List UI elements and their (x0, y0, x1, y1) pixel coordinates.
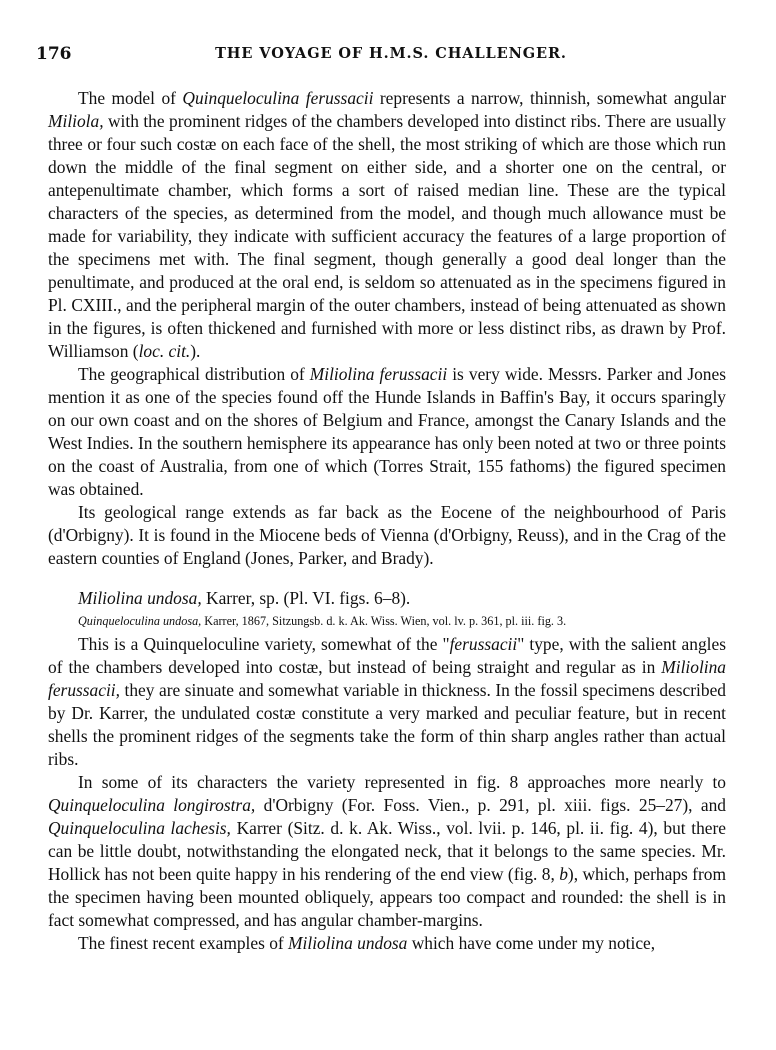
text-run: This is a Quinqueloculine variety, somewhat of the " (78, 634, 450, 654)
text-run: Karrer (Sitz. d. k. Ak. Wiss., vol. lvii. p. 146, pl. ii. fig. 4), but there can be little doubt, notwithstanding the elongated neck, that it belongs to the same species. Mr. Hollick has not been quite happy in his rendering of the end view (fig. 8, (48, 818, 726, 884)
species-authority: Karrer, sp. (Pl. VI. figs. 6–8). (201, 588, 411, 608)
species-name: Miliolina undosa, (78, 588, 202, 608)
paragraph-characters (48, 771, 726, 932)
text-run: is very wide. Messrs. Parker and Jones mention it as one of the species found off the Hunde Islands in Baffin's Bay, it occurs sparingly on our own coast and on the shores of Belgium and France, amongst the Canary Islands and the West Indies. In the southern hemisphere its appearance has only been noted at two or three points on the coast of Australia, from one of which (Torres Strait, 155 fathoms) the figured specimen was obtained. (48, 364, 726, 499)
text-run: The finest recent examples of (78, 933, 289, 953)
italic-taxon: Quinqueloculina lachesis, (48, 818, 231, 838)
synonym-reference: Karrer, 1867, Sitzungsb. d. k. Ak. Wiss. Wien, vol. lv. p. 361, pl. iii. fig. 3. (201, 614, 567, 628)
text-run: The geographical distribution of (78, 364, 310, 384)
page-header (36, 44, 746, 68)
body-text (48, 87, 726, 955)
paragraph-geological-range (48, 501, 726, 570)
paragraph-variety-description (48, 633, 726, 771)
italic-reference: loc. cit. (138, 341, 191, 361)
page-number: 176 (36, 44, 72, 64)
text-run: d'Orbigny (For. Foss. Vien., p. 291, pl. xiii. figs. 25–27), and (255, 795, 726, 815)
italic-taxon: Miliolina undosa (288, 933, 408, 953)
paragraph-distribution (48, 363, 726, 501)
text-run: In some of its characters the variety represented in fig. 8 approaches more nearly to (78, 772, 726, 792)
italic-taxon: Miliolina ferussacii, (48, 657, 726, 700)
italic-taxon: ferussacii (449, 634, 518, 654)
italic-figure-letter: b (559, 864, 568, 884)
italic-taxon: Quinqueloculina ferussacii (182, 88, 374, 108)
synonym-name: Quinqueloculina undosa, (78, 614, 202, 628)
text-run: The model of (78, 88, 183, 108)
text-run: ). (190, 341, 201, 361)
text-run: with the prominent ridges of the chambers developed into distinct ribs. There are usually three or four such costæ on each face of the shell, the most striking of which are those which run down the middle of the final segment on either side, and a shorter one on the central, or antepenultimate chamber, which forms a sort of raised median line. These are the typical characters of the species, as determined from the model, and though much allowance must be made for variability, they indicate with sufficient accuracy the features of a large proportion of the specimens met with. The final segment, though generally a good deal longer than the penultimate, and produced at the oral end, is seldom so attenuated as in the specimens figured in Pl. CXIII., and the peripheral margin of the outer chambers, instead of being attenuated as shown in the figures, is often thickened and furnished with more or less distinct ribs, as drawn by Prof. Williamson ( (48, 111, 726, 361)
synonym-citation (48, 610, 726, 633)
text-run: Its geological range extends as far back as the Eocene of the neighbourhood of Paris (d'Orbigny). It is found in the Miocene beds of Vienna (d'Orbigny, Reuss), and in the Crag of the eastern counties of England (Jones, Parker, and Brady). (48, 502, 726, 568)
paragraph-finest-examples (48, 932, 726, 955)
paragraph-model-description (48, 87, 726, 363)
running-head: THE VOYAGE OF H.M.S. CHALLENGER. (215, 45, 567, 62)
text-run: " type, with the salient angles of the chambers developed into costæ, but instead of being straight and regular as in (48, 634, 726, 677)
species-heading (48, 587, 726, 610)
italic-taxon: Miliola, (48, 111, 104, 131)
italic-taxon: Quinqueloculina longirostra, (48, 795, 256, 815)
section-gap (48, 570, 726, 587)
text-run: represents a narrow, thinnish, somewhat angular (373, 88, 726, 108)
text-run: ), which, perhaps from the specimen having been mounted obliquely, appears too compact and rounded: the shell is in fact somewhat compressed, and has angular chamber-margins. (48, 864, 726, 930)
text-run: which have come under my notice, (407, 933, 656, 953)
italic-taxon: Miliolina ferussacii (309, 364, 448, 384)
text-run: they are sinuate and somewhat variable in thickness. In the fossil specimens described by Dr. Karrer, the undulated costæ constitute a very marked and peculiar feature, but in recent shells the prominent ridges of the segments take the form of thin sharp angles rather than actual ribs. (48, 680, 726, 769)
